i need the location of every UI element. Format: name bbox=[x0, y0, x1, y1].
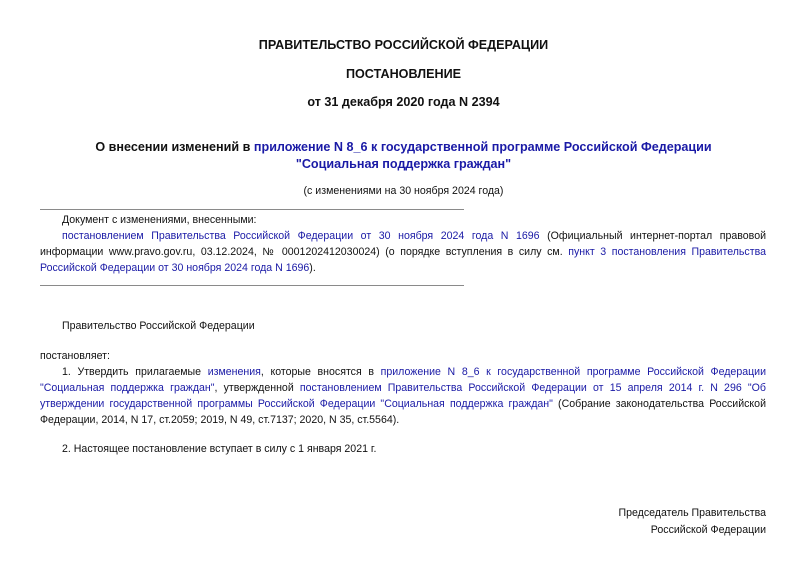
body-decides: постановляет: bbox=[40, 350, 110, 362]
body-government: Правительство Российской Федерации bbox=[62, 320, 255, 332]
amendments-detail bbox=[40, 228, 766, 276]
document-title bbox=[60, 139, 747, 173]
clause-1-text-1: 1. Утвердить прилагаемые bbox=[62, 366, 208, 378]
issuing-authority: ПРАВИТЕЛЬСТВО РОССИЙСКОЙ ФЕДЕРАЦИИ bbox=[258, 38, 549, 52]
clause-1-text-4: (Собрание законодательства Российской Федерации, 2014, N 17, ст.2059; 2019, N 49, ст.7137; 2020, N 35, ст.5564). bbox=[40, 398, 766, 426]
signature-line-2: Российской Федерации bbox=[650, 524, 766, 536]
amendments-text-2: ). bbox=[309, 262, 316, 274]
signature-block bbox=[466, 505, 766, 539]
title-prefix: О внесении изменений в bbox=[95, 140, 254, 154]
title-link-appendix[interactable]: приложение N 8_6 к государственной программе Российской Федерации "Социальная поддержка граждан" bbox=[253, 140, 712, 171]
link-appendix-8-6[interactable]: приложение N 8_6 к государственной программе Российской Федерации "Социальная поддержка граждан" bbox=[40, 366, 767, 394]
link-decree-296[interactable]: постановлением Правительства Российской Федерации от 15 апреля 2014 г. N 296 "Об утверждении государственной программы Российской Федерации "Социальная поддержка граждан" bbox=[40, 382, 766, 410]
document-date-number: от 31 декабря 2020 года N 2394 bbox=[307, 95, 500, 109]
clause-1-text-3: , утвержденной bbox=[214, 382, 300, 394]
link-clause-3-decree-1696[interactable]: пункт 3 постановления Правительства Российской Федерации от 30 ноября 2024 года N 1696 bbox=[40, 246, 766, 274]
amendments-text-1: (Официальный интернет-портал правовой информации www.pravo.gov.ru, 03.12.2024, № 0001202412030024) (о порядке вступления в силу см. bbox=[40, 230, 767, 258]
changes-note: (с изменениями на 30 ноября 2024 года) bbox=[303, 185, 504, 197]
clause-1 bbox=[40, 364, 766, 428]
clause-2: 2. Настоящее постановление вступает в силу с 1 января 2021 г. bbox=[62, 443, 377, 455]
clause-1-text-2: , которые вносятся в bbox=[260, 366, 381, 378]
signature-line-1: Председатель Правительства bbox=[618, 507, 766, 519]
divider-top bbox=[40, 209, 464, 210]
link-changes[interactable]: изменения bbox=[207, 366, 261, 378]
divider-bottom bbox=[40, 285, 464, 286]
amendments-note bbox=[40, 212, 766, 276]
link-decree-1696[interactable]: постановлением Правительства Российской Федерации от 30 ноября 2024 года N 1696 bbox=[62, 230, 540, 242]
document-type: ПОСТАНОВЛЕНИЕ bbox=[345, 67, 462, 81]
amendments-intro: Документ с изменениями, внесенными: bbox=[62, 214, 257, 226]
